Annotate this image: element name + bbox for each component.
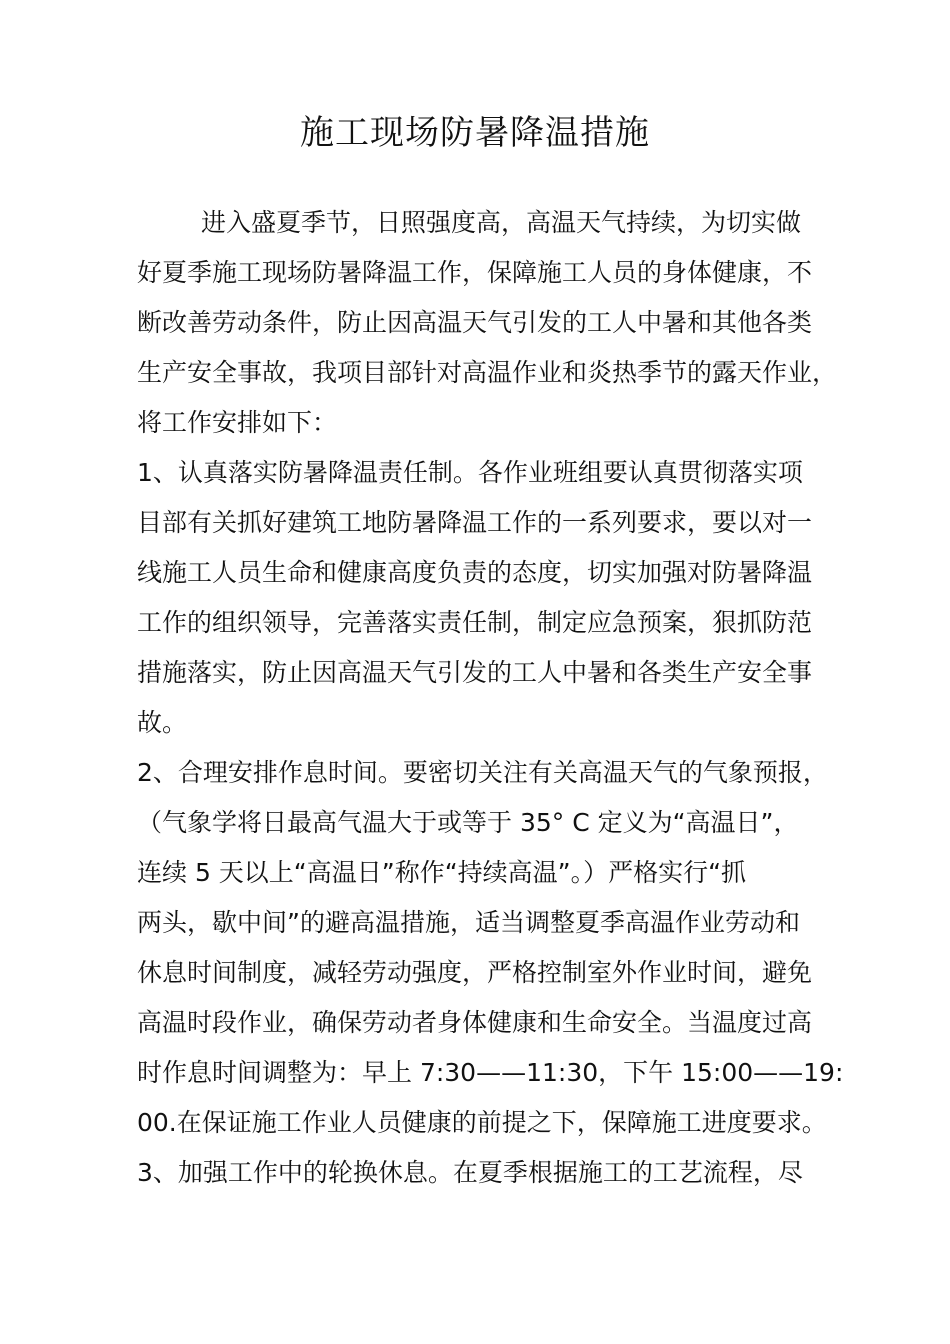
paragraph-intro-line-4: 生产安全事故，我项目部针对高温作业和炎热季节的露天作业，	[137, 358, 838, 387]
item-2-line-5: 休息时间制度，减轻劳动强度，严格控制室外作业时间，避免	[137, 958, 813, 987]
item-2-line-3: 连续 5 天以上“高温日”称作“持续高温”。）严格实行“抓	[137, 858, 747, 887]
item-2-line-4: 两头，歇中间”的避高温措施，适当调整夏季高温作业劳动和	[137, 908, 800, 937]
item-1-line-6: 故。	[137, 708, 188, 737]
item-1-line-4: 工作的组织领导，完善落实责任制，制定应急预案，狠抓防范	[137, 608, 813, 637]
paragraph-intro-line-3: 断改善劳动条件，防止因高温天气引发的工人中暑和其他各类	[137, 308, 813, 337]
item-3-line-1: 3、加强工作中的轮换休息。在夏季根据施工的工艺流程，尽	[137, 1158, 803, 1187]
item-2-line-1: 2、合理安排作息时间。要密切关注有关高温天气的气象预报，	[137, 758, 828, 787]
item-2-line-6: 高温时段作业，确保劳动者身体健康和生命安全。当温度过高	[137, 1008, 813, 1037]
paragraph-intro-line-2: 好夏季施工现场防暑降温工作，保障施工人员的身体健康，不	[137, 258, 813, 287]
paragraph-intro-line-1: 进入盛夏季节，日照强度高，高温天气持续，为切实做	[201, 208, 802, 237]
item-1-line-1: 1、认真落实防暑降温责任制。各作业班组要认真贯彻落实项	[137, 458, 803, 487]
item-2-line-2: （气象学将日最高气温大于或等于 35° C 定义为“高温日”，	[137, 808, 799, 837]
item-1-line-3: 线施工人员生命和健康高度负责的态度，切实加强对防暑降温	[137, 558, 813, 587]
item-2-line-7: 时作息时间调整为：早上 7:30——11:30，下午 15:00——19:	[137, 1058, 844, 1087]
item-1-line-2: 目部有关抓好建筑工地防暑降温工作的一系列要求，要以对一	[137, 508, 813, 537]
document-title: 施工现场防暑降温措施	[300, 113, 650, 153]
item-1-line-5: 措施落实，防止因高温天气引发的工人中暑和各类生产安全事	[137, 658, 813, 687]
item-2-line-8: 00.在保证施工作业人员健康的前提之下，保障施工进度要求。	[137, 1108, 827, 1137]
paragraph-intro-line-5: 将工作安排如下：	[137, 408, 338, 437]
